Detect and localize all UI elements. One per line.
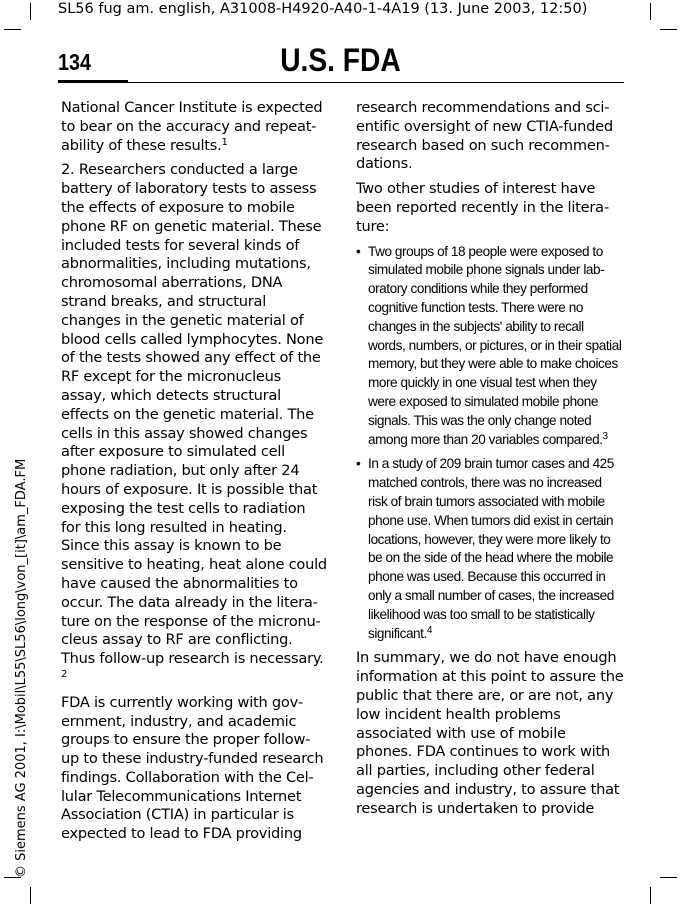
crop-mark (660, 29, 677, 30)
page-title: U.S. FDA (280, 42, 401, 78)
paragraph: Two other studies of interest have been reported recently in the literature: (356, 180, 610, 235)
paragraph-text: National Cancer Institute is expected to bear on the accuracy and repeatability of these results. (61, 99, 323, 154)
side-copyright-note: © Siemens AG 2001, I:\Mobil\L55\SL56\long\von_[it]\am_FDA.FM (14, 458, 29, 878)
header-rule (58, 82, 624, 83)
bullet-item (356, 243, 624, 450)
crop-mark (650, 3, 651, 20)
footnote-ref: 4 (426, 624, 432, 636)
crop-mark (4, 29, 21, 30)
crop-mark (650, 887, 651, 904)
paragraph: In summary, we do not have enough information at this point to assure the public that there are, or are not, any low incident health problems associated with use of mobile phones. FDA continues to work with all parties, including other federal agencies and industry, to assure that research is undertaken to provide (356, 649, 624, 817)
paragraph: FDA is currently working with government, industry, and academic groups to ensure the proper follow-up to these industry-funded research findings. Collaboration with the Cellular Telecommunications Internet Association (CTIA) in particular is expected to lead to FDA providing (61, 693, 324, 843)
right-column (356, 99, 624, 818)
paragraph-text: 2. Researchers conducted a large battery of laboratory tests to assess the effects of exposure to mobile phone RF on genetic material. These included tests for several kinds of abnormalities, including mutations, chromosomal aberrations, DNA strand breaks, and structural changes in the genetic material of blood cells called lymphocytes. None of the tests showed any effect of the RF except for the micronucleus assay, which detects structural effects on the genetic material. The cells in this assay showed changes after exposure to simulated cell phone radiation, but only after 24 hours of exposure. It is possible that exposing the test cells to radiation for this long resulted in heating. Since this assay is known to be sensitive to heating, heat alone could have caused the abnormalities to occur. The data already in the literature on the response of the micronucleus assay to RF are conflicting. Thus follow-up research is necessary. (61, 161, 327, 668)
crop-mark (30, 3, 31, 20)
footnote-ref: 3 (602, 430, 608, 442)
bullet-mark: • (356, 243, 361, 259)
paragraph (61, 161, 327, 687)
left-column (61, 99, 327, 844)
running-header: SL56 fug am. english, A31008-H4920-A40-1-4A19 (13. June 2003, 12:50) (58, 1, 588, 17)
bullet-text: Two groups of 18 people were exposed to simulated mobile phone signals under laboratory conditions while they performed cognitive function tests. There were no changes in the subjects' ability to recall words, numbers, or pictures, or in their spatial memory, but they were able to make choices more quickly in one visual test when they were exposed to simulated mobile phone signals. This was the only change noted among more than 20 variables compared. (368, 243, 622, 447)
paragraph: research recommendations and scientific oversight of new CTIA-funded research based on such recommendations. (356, 99, 613, 173)
crop-mark (660, 877, 677, 878)
page-number: 134 (58, 49, 92, 75)
crop-mark (30, 887, 31, 904)
bullet-item (356, 455, 624, 643)
footnote-ref: 1 (221, 136, 228, 148)
bullet-mark: • (356, 456, 361, 472)
footnote-ref: 2 (61, 668, 68, 680)
bullet-text: In a study of 209 brain tumor cases and 425 matched controls, there was no increased risk of brain tumors associated with mobile phone use. When tumors did exist in certain locations, however, they were more likely to be on the side of the head where the mobile phone was used. Because this occurred in only a small number of cases, the increased likelihood was too small to be statistically significant. (368, 456, 614, 641)
page-number-underline (58, 80, 128, 83)
paragraph (61, 99, 327, 155)
